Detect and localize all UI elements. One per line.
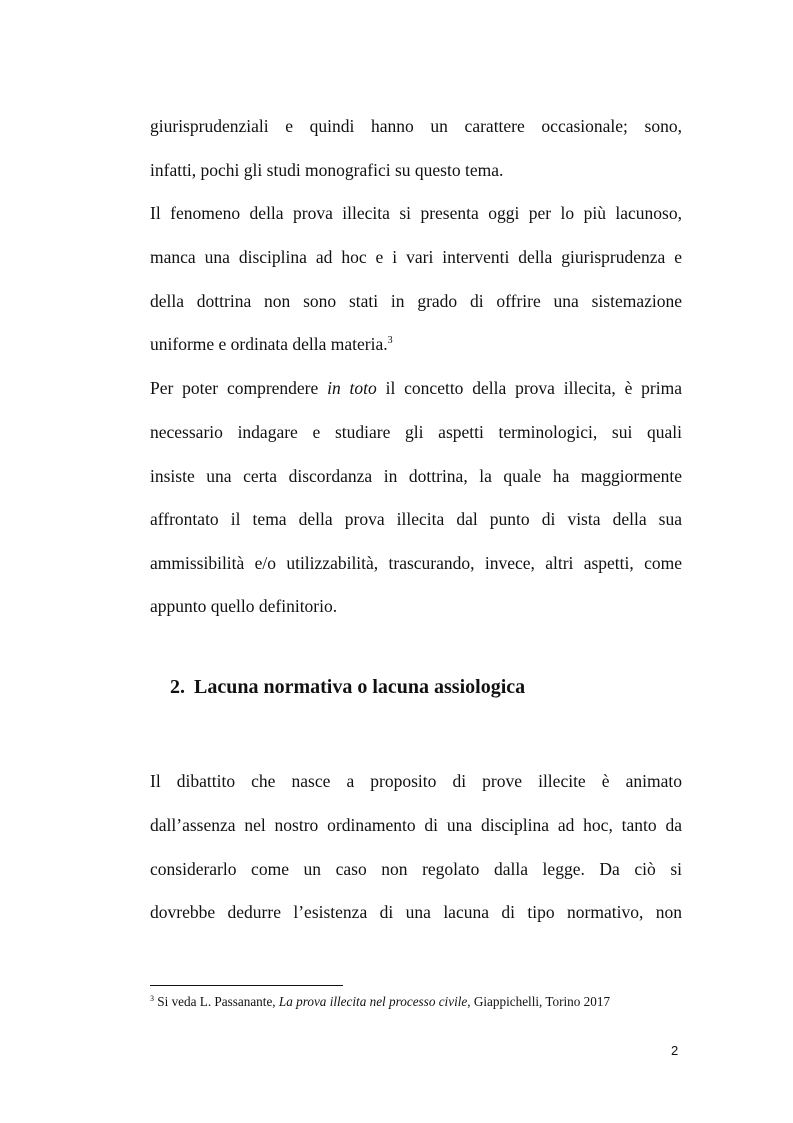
paragraph-text: Per poter comprendere [150,378,328,398]
footnote-reference[interactable]: 3 [387,335,393,346]
page-number: 2 [671,1043,679,1058]
footnote [150,994,610,1010]
footnote-divider [150,985,343,986]
footnote-title: La prova illecita nel processo civile [278,994,468,1009]
paragraph-line: insiste una certa discordanza in dottrina, la quale ha maggiormente [150,466,682,486]
paragraph-line: appunto quello definitorio. [150,596,338,616]
paragraph-line: infatti, pochi gli studi monografici su questo tema. [150,160,504,180]
paragraph-line [150,333,682,355]
footnote-marker: 3 [150,994,154,1003]
paragraph-line: necessario indagare e studiare gli aspetti terminologici, sui quali [150,422,682,442]
paragraph-line: dall’assenza nel nostro ordinamento di una disciplina ad hoc, tanto da [150,815,682,835]
paragraph-line: Il dibattito che nasce a proposito di prove illecite è animato [150,771,682,791]
paragraph-line: Il fenomeno della prova illecita si presenta oggi per lo più lacunoso, [150,203,682,223]
footnote-text: Si veda L. Passanante, [154,994,279,1009]
section-heading [170,674,525,700]
paragraph-line: affrontato il tema della prova illecita dal punto di vista della sua [150,509,682,529]
section-number: 2. [170,676,185,698]
paragraph-line: della dottrina non sono stati in grado di offrire una sistemazione [150,291,682,311]
paragraph-line: dovrebbe dedurre l’esistenza di una lacuna di tipo normativo, non [150,902,682,922]
paragraph-text: uniforme e ordinata della materia. [150,334,388,354]
paragraph-line: manca una disciplina ad hoc e i vari interventi della giurisprudenza e [150,247,682,267]
footnote-text: , Giappichelli, Torino 2017 [467,994,611,1009]
section-title: Lacuna normativa o lacuna assiologica [194,676,526,698]
paragraph-line [150,377,682,399]
paragraph-line: giurisprudenziali e quindi hanno un carattere occasionale; sono, [150,116,682,136]
paragraph-text: il concetto della prova illecita, è prima [376,378,682,398]
italic-phrase: in toto [327,378,377,398]
paragraph-line: considerarlo come un caso non regolato dalla legge. Da ciò si [150,859,682,879]
paragraph-line: ammissibilità e/o utilizzabilità, trascurando, invece, altri aspetti, come [150,553,682,573]
